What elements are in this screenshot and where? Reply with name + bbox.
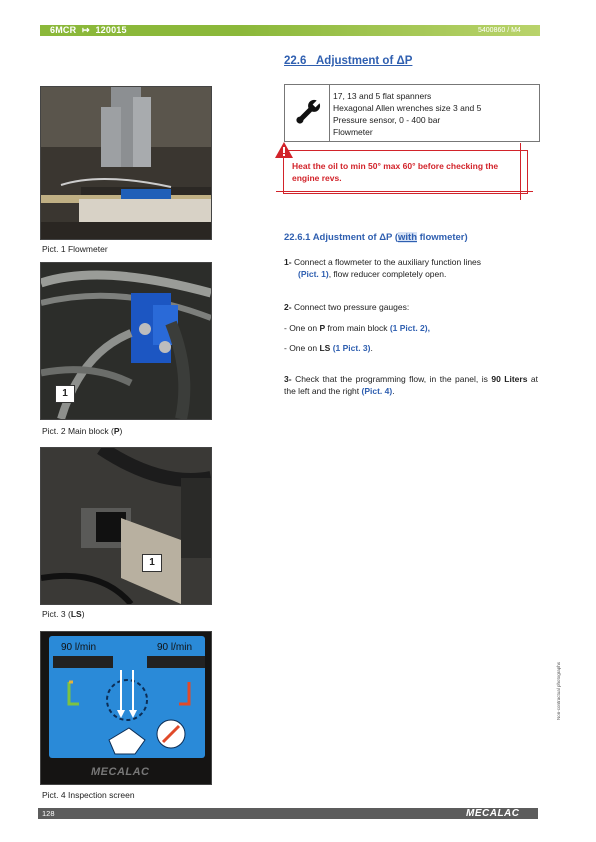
caption-text: ): [81, 609, 85, 619]
footer-bar: [38, 808, 538, 819]
pict-3-photo: [40, 447, 212, 605]
step-text: .: [370, 343, 373, 353]
footer-brand-logo: MECALAC: [466, 808, 520, 819]
step-1: [284, 256, 538, 280]
step-text: - One on: [284, 343, 320, 353]
step-number: 1-: [284, 257, 292, 267]
step-text: at the left and the right: [284, 374, 539, 396]
subsection-title: [284, 232, 468, 243]
hydraulic-diagram-icon: [49, 670, 205, 758]
section-number: 22.6: [284, 55, 307, 67]
step-text: Check that the programming flow, in the panel, is: [295, 374, 492, 384]
right-flow-value: 90 l/min: [157, 642, 193, 653]
pict-1-photo: [40, 86, 212, 240]
pict-4-caption: Pict. 4 Inspection screen: [42, 790, 135, 800]
wrench-icon: [285, 85, 330, 141]
tools-list: [333, 90, 481, 138]
subsection-suffix: flowmeter): [417, 232, 468, 243]
tool-item: 17, 13 and 5 flat spanners: [333, 91, 432, 101]
step-number: 2-: [284, 302, 292, 312]
tool-item: Hexagonal Allen wrenches size 3 and 5: [333, 103, 482, 113]
side-note: Non-contractual photographs: [556, 661, 561, 720]
model-label: 6MCR: [50, 25, 77, 35]
step-text: Connect two pressure gauges:: [293, 302, 410, 312]
warning-icon: [275, 142, 293, 158]
pict-3-caption: [42, 609, 85, 619]
section-title-text: Adjustment of ΔP: [315, 55, 413, 67]
right-bar: [147, 656, 205, 668]
step-text: from main block: [325, 323, 390, 333]
step-key: 90 Liters: [491, 374, 528, 384]
caption-key: P: [113, 426, 120, 436]
step-text: , flow reducer completely open.: [328, 269, 447, 279]
tool-item: Flowmeter: [333, 127, 373, 137]
pict-2-photo: [40, 262, 212, 420]
step-3: [284, 373, 538, 397]
caption-key: LS: [70, 609, 82, 619]
step-key: LS: [319, 343, 331, 353]
subsection-highlight: with: [398, 232, 417, 243]
pict-2-marker: 1: [55, 385, 75, 403]
caption-text: ): [119, 426, 123, 436]
pict-3-link[interactable]: (1 Pict. 3): [332, 343, 371, 353]
warning-rule: [276, 191, 533, 192]
warning-text: Heat the oil to min 50° max 60° before checking the engine revs.: [292, 161, 499, 183]
step-number: 3-: [284, 374, 292, 384]
pict-4-link[interactable]: (Pict. 4): [361, 386, 393, 396]
pict-1-link[interactable]: (Pict. 1): [298, 269, 329, 279]
step-text: Connect a flowmeter to the auxiliary function lines: [293, 257, 482, 267]
step-text: - One on: [284, 323, 320, 333]
header-ref: 5400860 / M4: [478, 27, 521, 34]
tool-item: Pressure sensor, 0 - 400 bar: [333, 115, 441, 125]
caption-text: Pict. 2 Main block (: [42, 426, 114, 436]
section-title: [284, 55, 412, 67]
serial-label: 120015: [95, 25, 127, 35]
pict-4-photo: [40, 631, 212, 785]
step-key: P: [319, 323, 326, 333]
pict-2-caption: [42, 426, 122, 436]
subsection-prefix: 22.6.1 Adjustment of ΔP (: [284, 232, 398, 243]
header-model: [50, 25, 127, 36]
step-text: .: [392, 386, 395, 396]
pict-1-caption: Pict. 1 Flowmeter: [42, 244, 108, 254]
caption-text: Pict. 3 (: [42, 609, 71, 619]
pict-3-marker: 1: [142, 554, 162, 572]
step-2: [284, 301, 538, 313]
left-bar: [53, 656, 113, 668]
page-number: 128: [42, 809, 55, 818]
pict-2-link[interactable]: (1 Pict. 2),: [389, 323, 430, 333]
inspection-screen: [49, 636, 205, 758]
step-2-item-ls: [284, 342, 538, 354]
screen-brand-logo: MECALAC: [91, 766, 150, 778]
tools-box: [284, 84, 540, 142]
step-2-item-p: [284, 322, 538, 334]
left-flow-value: 90 l/min: [61, 642, 97, 653]
arrow-icon: ↦: [82, 25, 90, 35]
